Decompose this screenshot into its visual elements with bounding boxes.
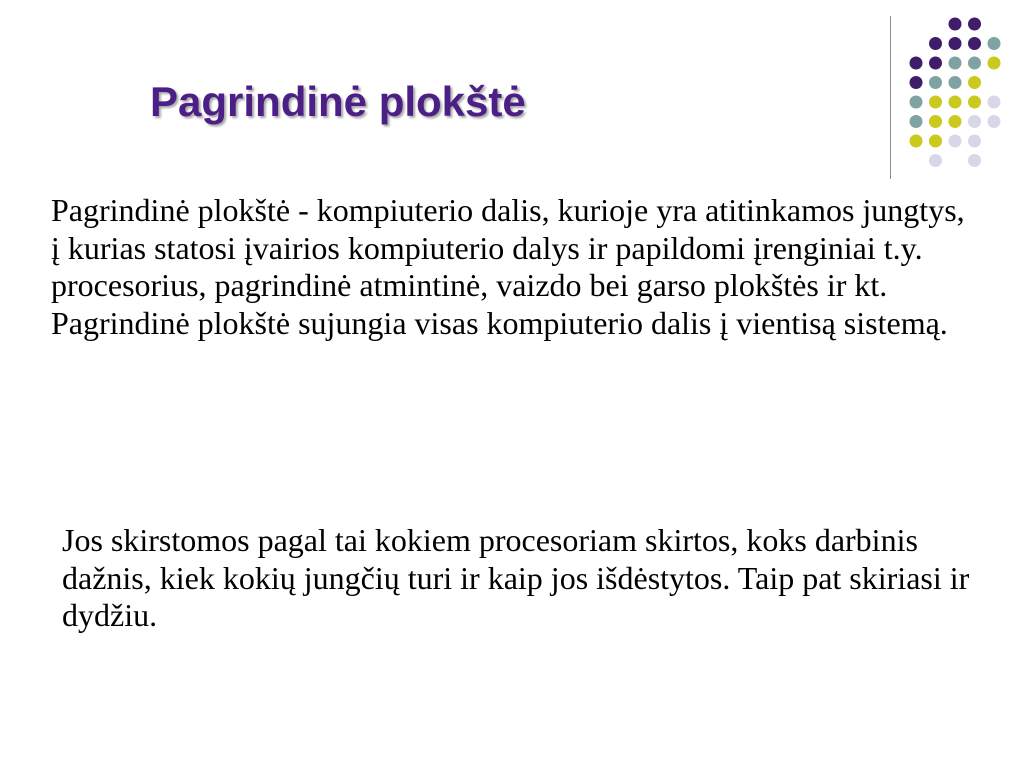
decorative-dot — [968, 115, 981, 128]
decorative-dot — [988, 115, 1001, 128]
decorative-dot — [968, 57, 981, 70]
decorative-dot-grid — [900, 12, 1010, 167]
paragraph-classification: Jos skirstomos pagal tai kokiem procesoriam skirtos, koks darbinis dažnis, kiek kokių jungčių turi ir kaip jos išdėstytos. Taip pat skiriasi ir dydžiu. — [62, 522, 970, 633]
decorative-dot — [929, 154, 942, 167]
decorative-dot — [968, 18, 981, 31]
slide-title: Pagrindinė plokštė — [150, 78, 526, 125]
decorative-dot — [949, 115, 962, 128]
decorative-dot — [988, 37, 1001, 50]
decorative-dot — [910, 57, 923, 70]
decorative-dot — [949, 57, 962, 70]
decorative-dot — [929, 37, 942, 50]
decorative-dot — [929, 57, 942, 70]
decorative-dot — [929, 76, 942, 89]
decorative-dot — [929, 115, 942, 128]
decorative-dot — [968, 76, 981, 89]
decorative-dot — [988, 96, 1001, 109]
decorative-dot — [929, 135, 942, 148]
decorative-dot — [968, 96, 981, 109]
decorative-dot — [968, 154, 981, 167]
decorative-dot — [949, 37, 962, 50]
decorative-dot — [910, 135, 923, 148]
decorative-dot — [968, 135, 981, 148]
decorative-dot — [949, 18, 962, 31]
decorative-dot — [910, 115, 923, 128]
decorative-dot — [910, 96, 923, 109]
decorative-dot — [988, 57, 1001, 70]
decorative-dot — [949, 76, 962, 89]
paragraph-definition: Pagrindinė plokštė - kompiuterio dalis, kurioje yra atitinkamos jungtys, į kurias statosi įvairios kompiuterio dalys ir papildomi įrenginiai t.y. procesorius, pagrindinė atmintinė, vaizdo bei garso plokštės ir kt. Pagrindinė plokštė sujungia visas kompiuterio dalis į vientisą sistemą. — [51, 192, 965, 341]
vertical-divider — [890, 16, 891, 179]
decorative-dot — [968, 37, 981, 50]
decorative-dot — [929, 96, 942, 109]
decorative-dot — [949, 96, 962, 109]
decorative-dot — [910, 76, 923, 89]
decorative-dot — [949, 135, 962, 148]
